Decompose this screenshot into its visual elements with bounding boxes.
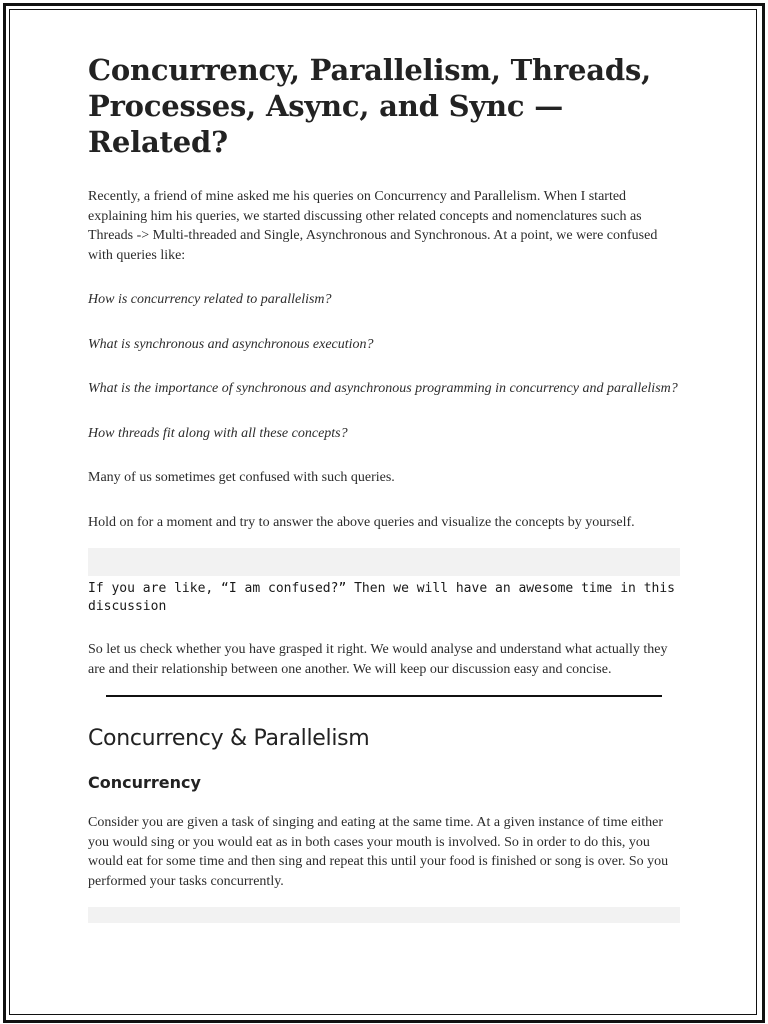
question-2: What is synchronous and asynchronous execution? [88, 336, 374, 352]
section-divider [106, 695, 662, 697]
code-block-background-bottom [88, 907, 680, 923]
article-body [88, 52, 683, 923]
section-heading: Concurrency & Parallelism [88, 726, 370, 751]
hold-on-paragraph: Hold on for a moment and try to answer the above queries and visualize the concepts by yourself. [88, 514, 635, 530]
concurrency-paragraph: Consider you are given a task of singing and eating at the same time. At a given instance of time either you would sing or you would eat as in both cases your mouth is involved. So in order to do this, you would eat for some time and then sing and repeat this until your food is finished or song is over. So you performed your tasks concurrently. [88, 815, 669, 889]
code-block-background [88, 548, 680, 576]
code-quote: If you are like, “I am confused?” Then we will have an awesome time in this discussion [88, 581, 683, 614]
subsection-heading: Concurrency [88, 773, 201, 792]
check-paragraph: So let us check whether you have grasped it right. We would analyse and understand what actually they are and their relationship between one another. We will keep our discussion easy and concise. [88, 642, 668, 677]
question-1: How is concurrency related to parallelism? [88, 292, 332, 307]
confused-paragraph: Many of us sometimes get confused with such queries. [88, 470, 395, 485]
question-4: How threads fit along with all these concepts? [88, 425, 348, 441]
question-3: What is the importance of synchronous and asynchronous programming in concurrency and parallelism? [88, 381, 678, 396]
article-title: Concurrency, Parallelism, Threads, Processes, Async, and Sync — Related? [88, 53, 651, 159]
intro-paragraph: Recently, a friend of mine asked me his queries on Concurrency and Parallelism. When I started explaining him his queries, we started discussing other related concepts and nomenclatures such as Threads -> Multi-threaded and Single, Asynchronous and Synchronous. At a point, we were confused with queries like: [88, 189, 658, 263]
